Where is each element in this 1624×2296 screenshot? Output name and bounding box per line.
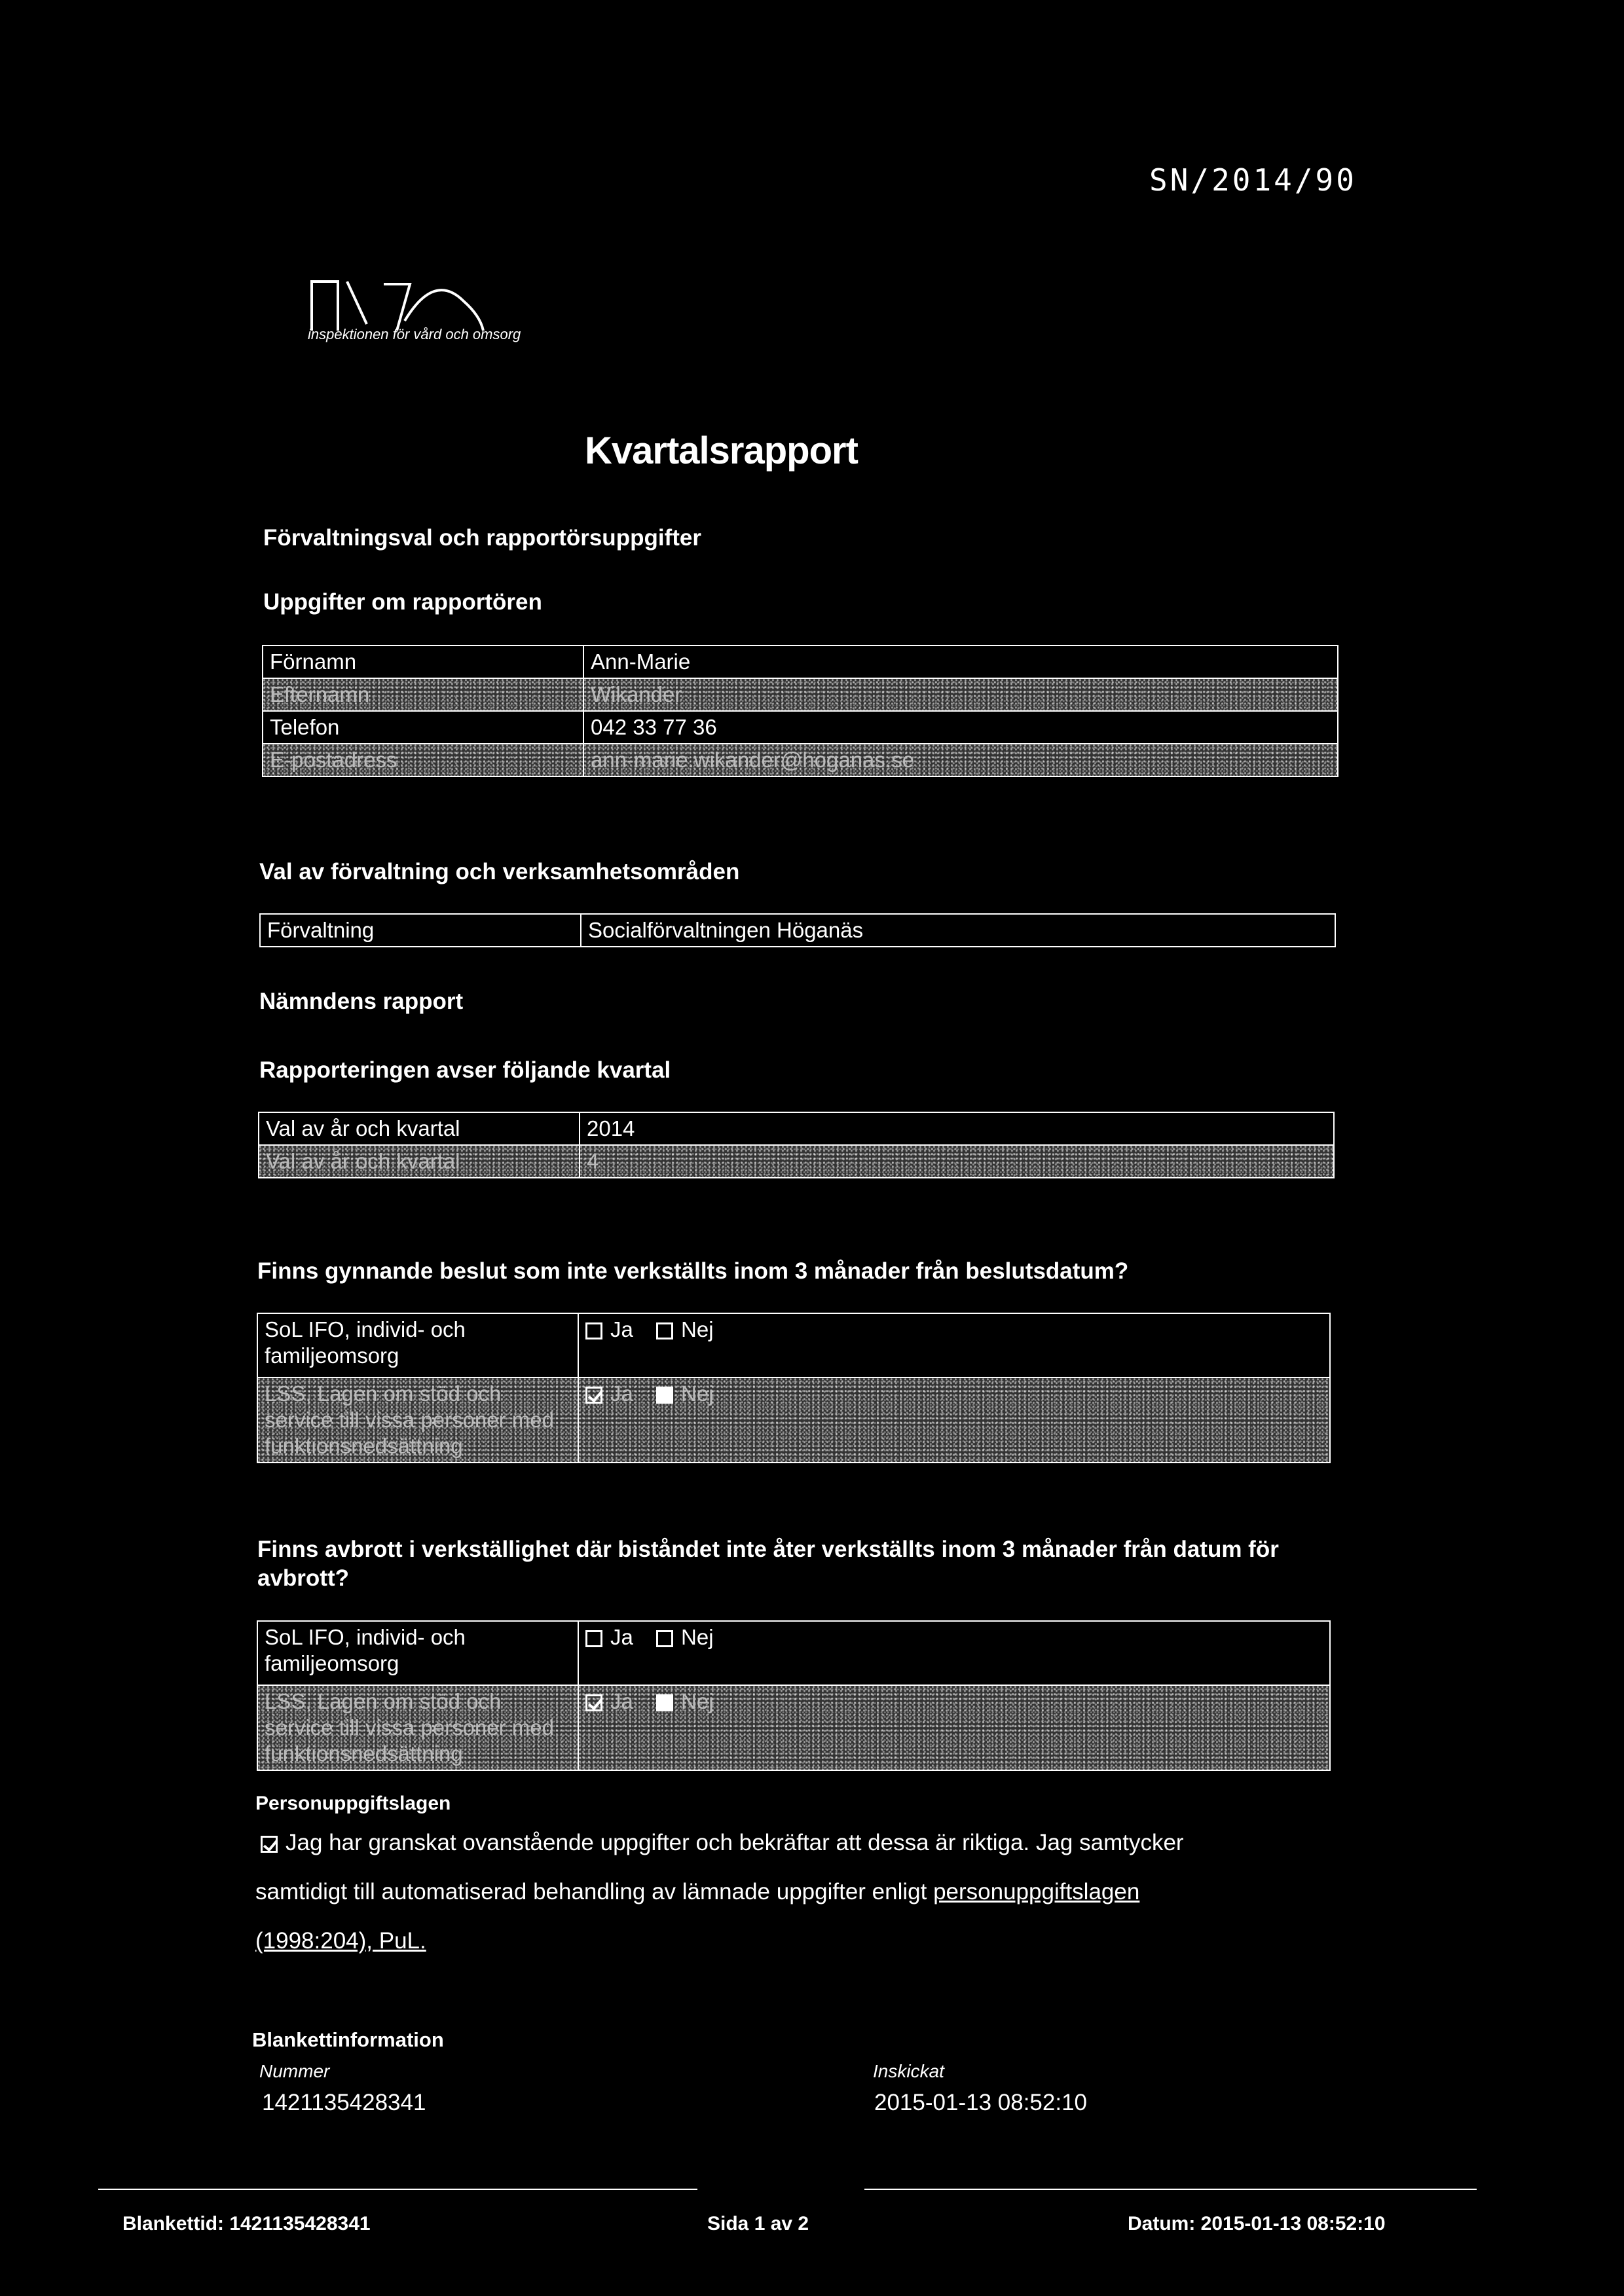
consent-statement [261, 1830, 1184, 1856]
consent-line-1: Jag har granskat ovanstående uppgifter och bekräftar att dessa är riktiga. Jag samtycker [286, 1830, 1184, 1855]
footer-rule-right [864, 2189, 1477, 2190]
administration-label: Förvaltning [260, 914, 581, 947]
year-value[interactable]: 2014 [580, 1112, 1334, 1145]
q1-lss-ja-checkbox[interactable] [585, 1387, 602, 1404]
section-heading-reporter: Uppgifter om rapportören [263, 589, 542, 615]
administration-table [259, 913, 1336, 947]
question-unexecuted-decisions: Finns gynnande beslut som inte verkställts inom 3 månader från beslutsdatum? [257, 1258, 1129, 1284]
q1-lss-nej-label: Nej [681, 1381, 714, 1406]
form-sent-value: 2015-01-13 08:52:10 [874, 2090, 1087, 2115]
table-row [263, 711, 1338, 744]
quarter-table [258, 1112, 1335, 1178]
administration-value[interactable]: Socialförvaltningen Höganäs [581, 914, 1335, 947]
section-heading-administration: Val av förvaltning och verksamhetsområden [259, 859, 740, 884]
section-heading-admin-selection: Förvaltningsval och rapportörsuppgifter [263, 525, 701, 551]
table-row [263, 678, 1338, 711]
consent-checkbox[interactable] [261, 1836, 278, 1853]
page-title: Kvartalsrapport [585, 429, 858, 472]
q2-lss-ja-label: Ja [610, 1689, 633, 1713]
q1-lss-label: LSS, Lagen om stöd och service till vissa personer med funktionsnedsättning [257, 1377, 578, 1463]
form-number-value: 1421135428341 [262, 2090, 426, 2115]
consent-line-3[interactable]: (1998:204), PuL. [255, 1928, 426, 1954]
year-label: Val av år och kvartal [259, 1112, 580, 1145]
q1-table [257, 1313, 1331, 1463]
table-row [263, 646, 1338, 678]
question-interrupted-execution: Finns avbrott i verkställighet där biståndet inte åter verkställts inom 3 månader från datum för avbrott? [257, 1537, 1279, 1591]
reporter-table [262, 645, 1338, 777]
section-heading-board-report: Nämndens rapport [259, 989, 464, 1014]
email-value[interactable]: ann-marie.wikander@hoganas.se [583, 744, 1338, 776]
table-row [259, 1112, 1334, 1145]
footer-date: Datum: 2015-01-13 08:52:10 [1128, 2213, 1386, 2234]
firstname-value[interactable]: Ann-Marie [583, 646, 1338, 678]
table-row [259, 1145, 1334, 1178]
phone-label: Telefon [263, 711, 583, 744]
q2-lss-nej-checkbox[interactable] [656, 1694, 673, 1711]
section-heading-quarter: Rapporteringen avser följande kvartal [259, 1057, 671, 1083]
table-row [257, 1313, 1330, 1377]
table-row [257, 1685, 1330, 1770]
q2-sol-ja-checkbox[interactable] [585, 1630, 602, 1647]
q2-sol-ja-label: Ja [610, 1625, 633, 1649]
consent-line-2-wrapper [255, 1879, 1139, 1905]
q2-sol-label: SoL IFO, individ- och familjeomsorg [257, 1621, 578, 1685]
q1-lss-ja-label: Ja [610, 1381, 633, 1406]
table-row [260, 914, 1335, 947]
q1-sol-nej-label: Nej [681, 1317, 714, 1341]
q2-lss-label: LSS, Lagen om stöd och service till vissa personer med funktionsnedsättning [257, 1685, 578, 1770]
q2-lss-ja-checkbox[interactable] [585, 1694, 602, 1711]
q2-lss-nej-label: Nej [681, 1689, 714, 1713]
email-label: E-postadress [263, 744, 583, 776]
quarter-value[interactable]: 4 [580, 1145, 1334, 1178]
footer-form-id: Blankettid: 1421135428341 [122, 2213, 371, 2234]
lastname-label: Efternamn [263, 678, 583, 711]
table-row [263, 744, 1338, 776]
ivo-logo-icon [306, 275, 516, 334]
form-number-label: Nummer [259, 2061, 330, 2081]
consent-line-2: samtidigt till automatiserad behandling av lämnade uppgifter enligt [255, 1879, 927, 1904]
q2-table [257, 1620, 1331, 1771]
footer-page-number: Sida 1 av 2 [707, 2213, 809, 2234]
logo-tagline: inspektionen för vård och omsorg [308, 326, 521, 342]
q1-sol-nej-checkbox[interactable] [656, 1322, 673, 1339]
q1-sol-ja-label: Ja [610, 1317, 633, 1341]
q2-sol-nej-checkbox[interactable] [656, 1630, 673, 1647]
pul-link[interactable]: personuppgiftslagen [933, 1879, 1140, 1904]
form-info-heading: Blankettinformation [252, 2028, 444, 2051]
q1-lss-nej-checkbox[interactable] [656, 1387, 673, 1404]
consent-heading: Personuppgiftslagen [255, 1793, 451, 1814]
q1-sol-ja-checkbox[interactable] [585, 1322, 602, 1339]
q2-sol-nej-label: Nej [681, 1625, 714, 1649]
lastname-value[interactable]: Wikander [583, 678, 1338, 711]
phone-value[interactable]: 042 33 77 36 [583, 711, 1338, 744]
table-row [257, 1377, 1330, 1463]
footer-rule-left [98, 2189, 697, 2190]
q1-sol-label: SoL IFO, individ- och familjeomsorg [257, 1313, 578, 1377]
table-row [257, 1621, 1330, 1685]
firstname-label: Förnamn [263, 646, 583, 678]
document-reference: SN/2014/90 [1149, 162, 1357, 198]
quarter-label: Val av år och kvartal [259, 1145, 580, 1178]
form-sent-label: Inskickat [873, 2061, 944, 2081]
